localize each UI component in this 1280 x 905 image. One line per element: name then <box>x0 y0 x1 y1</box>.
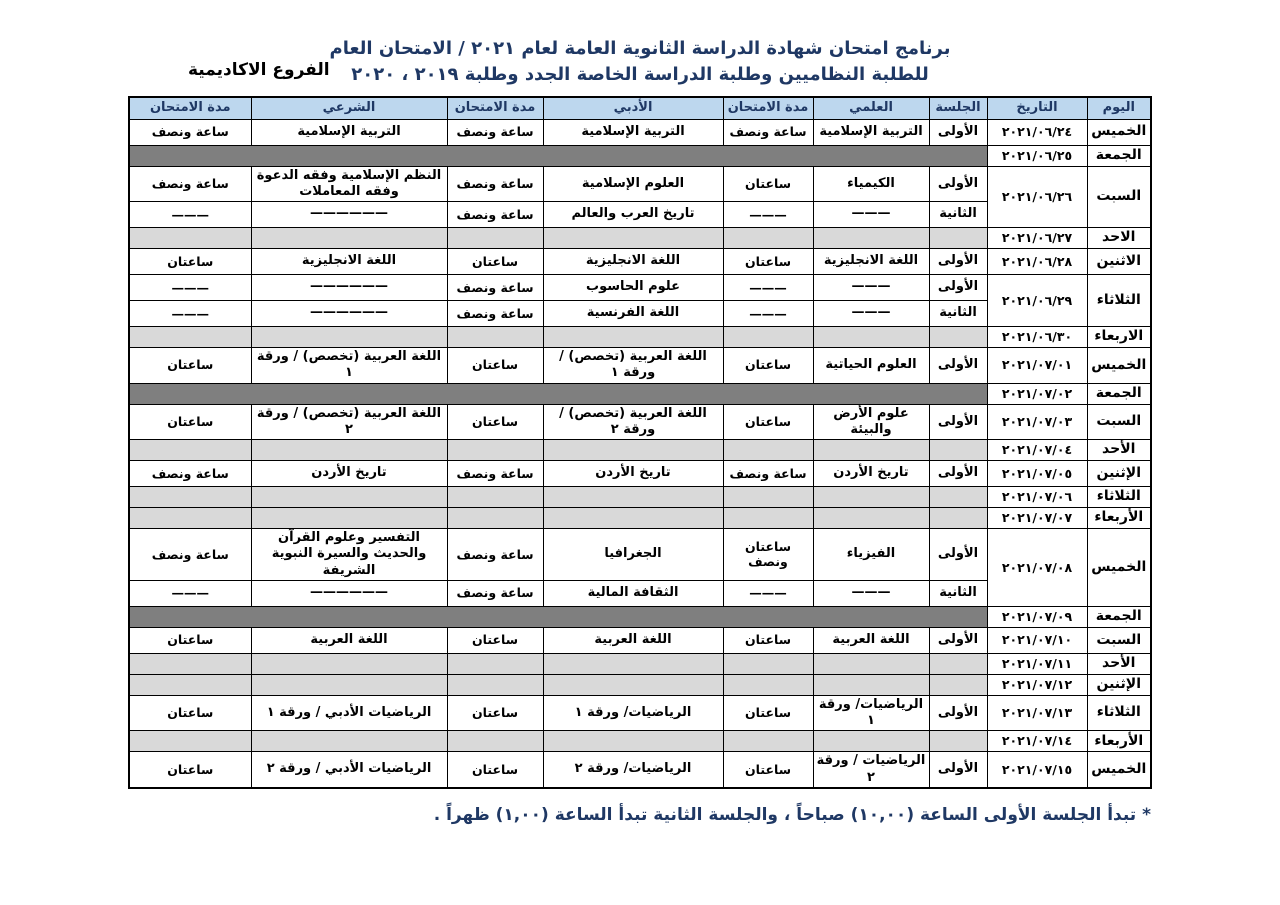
date-cell: ٢٠٢١/٠٧/٠٣ <box>987 404 1087 440</box>
literary-subject-cell: اللغة العربية (تخصص) / ورقة ٢ <box>543 404 723 440</box>
sharia-duration-cell: ——— <box>129 301 251 327</box>
scientific-duration-cell: ساعتان <box>723 627 813 653</box>
empty-cell <box>543 731 723 752</box>
empty-cell <box>129 440 251 461</box>
sharia-subject-cell: —————— <box>251 580 447 606</box>
sharia-duration-cell: ساعة ونصف <box>129 166 251 202</box>
date-cell: ٢٠٢١/٠٧/٠٥ <box>987 461 1087 487</box>
scientific-subject-cell: ——— <box>813 202 929 228</box>
sharia-duration-cell: ساعتان <box>129 348 251 384</box>
sharia-duration-cell: ——— <box>129 202 251 228</box>
day-cell: الأحد <box>1087 440 1151 461</box>
scientific-duration-cell: ساعتان <box>723 249 813 275</box>
session-cell: الثانية <box>929 580 987 606</box>
scientific-duration-cell: ——— <box>723 301 813 327</box>
scientific-duration-cell: ——— <box>723 202 813 228</box>
day-cell: الجمعة <box>1087 606 1151 627</box>
col-header-date: التاريخ <box>987 97 1087 119</box>
sharia-subject-cell: —————— <box>251 301 447 327</box>
empty-cell <box>929 327 987 348</box>
schedule-row-holiday <box>129 145 1151 166</box>
literary-subject-cell: اللغة العربية <box>543 627 723 653</box>
scientific-duration-cell: ساعة ونصف <box>723 119 813 145</box>
empty-cell <box>813 731 929 752</box>
session-cell: الأولى <box>929 461 987 487</box>
schedule-row-empty <box>129 731 1151 752</box>
sharia-duration-cell: ساعة ونصف <box>129 119 251 145</box>
header-row <box>129 97 1151 119</box>
day-cell: الثلاثاء <box>1087 695 1151 731</box>
sharia-duration-cell: ساعتان <box>129 752 251 788</box>
literary-duration-cell: ساعة ونصف <box>447 301 543 327</box>
literary-subject-cell: اللغة الفرنسية <box>543 301 723 327</box>
scientific-subject-cell: الرياضيات / ورقة ٢ <box>813 752 929 788</box>
day-cell: الأربعاء <box>1087 731 1151 752</box>
date-cell: ٢٠٢١/٠٦/٢٩ <box>987 275 1087 327</box>
literary-subject-cell: الرياضيات/ ورقة ١ <box>543 695 723 731</box>
empty-cell <box>543 508 723 529</box>
literary-subject-cell: الجغرافيا <box>543 529 723 581</box>
empty-cell <box>129 228 251 249</box>
sharia-subject-cell: التربية الإسلامية <box>251 119 447 145</box>
date-cell: ٢٠٢١/٠٧/١٤ <box>987 731 1087 752</box>
literary-subject-cell: تاريخ الأردن <box>543 461 723 487</box>
sharia-duration-cell: ساعتان <box>129 627 251 653</box>
empty-cell <box>129 674 251 695</box>
sharia-subject-cell: النظم الإسلامية وفقه الدعوة وفقه المعاملات <box>251 166 447 202</box>
literary-duration-cell: ساعتان <box>447 348 543 384</box>
scientific-subject-cell: التربية الإسلامية <box>813 119 929 145</box>
schedule-row <box>129 695 1151 731</box>
sharia-duration-cell: ساعتان <box>129 404 251 440</box>
literary-subject-cell: علوم الحاسوب <box>543 275 723 301</box>
empty-cell <box>929 440 987 461</box>
sharia-subject-cell: تاريخ الأردن <box>251 461 447 487</box>
date-cell: ٢٠٢١/٠٧/٠٢ <box>987 383 1087 404</box>
literary-duration-cell: ساعتان <box>447 752 543 788</box>
day-cell: الخميس <box>1087 529 1151 607</box>
scientific-duration-cell: ساعتان <box>723 166 813 202</box>
day-cell: الثلاثاء <box>1087 487 1151 508</box>
schedule-row <box>129 249 1151 275</box>
sharia-subject-cell: —————— <box>251 275 447 301</box>
sharia-duration-cell: ساعتان <box>129 249 251 275</box>
schedule-row-holiday <box>129 383 1151 404</box>
col-header-scientific-duration: مدة الامتحان <box>723 97 813 119</box>
scientific-subject-cell: العلوم الحياتية <box>813 348 929 384</box>
empty-cell <box>129 487 251 508</box>
empty-cell <box>813 674 929 695</box>
date-cell: ٢٠٢١/٠٧/٠٧ <box>987 508 1087 529</box>
empty-cell <box>723 487 813 508</box>
session-cell: الأولى <box>929 404 987 440</box>
col-header-literary: الأدبي <box>543 97 723 119</box>
sharia-subject-cell: —————— <box>251 202 447 228</box>
empty-cell <box>543 653 723 674</box>
day-cell: الأحد <box>1087 653 1151 674</box>
empty-cell <box>447 487 543 508</box>
session-cell: الأولى <box>929 275 987 301</box>
session-cell: الأولى <box>929 752 987 788</box>
schedule-row <box>129 404 1151 440</box>
literary-duration-cell: ساعتان <box>447 249 543 275</box>
literary-subject-cell: الرياضيات/ ورقة ٢ <box>543 752 723 788</box>
empty-cell <box>129 731 251 752</box>
empty-cell <box>447 731 543 752</box>
empty-cell <box>723 674 813 695</box>
empty-cell <box>929 674 987 695</box>
empty-cell <box>723 653 813 674</box>
empty-cell <box>447 440 543 461</box>
empty-cell <box>813 508 929 529</box>
empty-cell <box>447 674 543 695</box>
date-cell: ٢٠٢١/٠٦/٢٥ <box>987 145 1087 166</box>
session-cell: الأولى <box>929 695 987 731</box>
literary-duration-cell: ساعة ونصف <box>447 580 543 606</box>
scientific-duration-cell: ساعتان <box>723 404 813 440</box>
literary-subject-cell: اللغة العربية (تخصص) / ورقة ١ <box>543 348 723 384</box>
scientific-subject-cell: ——— <box>813 580 929 606</box>
empty-cell <box>251 440 447 461</box>
schedule-row-holiday <box>129 606 1151 627</box>
session-cell: الثانية <box>929 202 987 228</box>
scientific-subject-cell: علوم الأرض والبيئة <box>813 404 929 440</box>
empty-cell <box>251 653 447 674</box>
empty-cell <box>813 327 929 348</box>
schedule-row <box>129 166 1151 202</box>
schedule-row <box>129 119 1151 145</box>
sharia-duration-cell: ساعة ونصف <box>129 461 251 487</box>
sharia-subject-cell: الرياضيات الأدبي / ورقة ١ <box>251 695 447 731</box>
exam-schedule-table <box>128 96 1152 789</box>
session-cell: الأولى <box>929 627 987 653</box>
date-cell: ٢٠٢١/٠٦/٢٨ <box>987 249 1087 275</box>
sharia-subject-cell: الرياضيات الأدبي / ورقة ٢ <box>251 752 447 788</box>
empty-cell <box>447 228 543 249</box>
date-cell: ٢٠٢١/٠٧/١٣ <box>987 695 1087 731</box>
empty-cell <box>129 653 251 674</box>
schedule-row <box>129 627 1151 653</box>
empty-cell <box>929 228 987 249</box>
empty-cell <box>929 508 987 529</box>
date-cell: ٢٠٢١/٠٧/١١ <box>987 653 1087 674</box>
day-cell: الجمعة <box>1087 383 1151 404</box>
sharia-duration-cell: ساعتان <box>129 695 251 731</box>
session-cell: الأولى <box>929 348 987 384</box>
col-header-scientific: العلمي <box>813 97 929 119</box>
session-cell: الثانية <box>929 301 987 327</box>
empty-cell <box>251 674 447 695</box>
holiday-band <box>129 606 987 627</box>
empty-cell <box>813 228 929 249</box>
sharia-duration-cell: ——— <box>129 275 251 301</box>
empty-cell <box>251 327 447 348</box>
literary-duration-cell: ساعة ونصف <box>447 202 543 228</box>
schedule-row-empty <box>129 487 1151 508</box>
date-cell: ٢٠٢١/٠٦/٢٦ <box>987 166 1087 228</box>
date-cell: ٢٠٢١/٠٦/٢٤ <box>987 119 1087 145</box>
date-cell: ٢٠٢١/٠٦/٢٧ <box>987 228 1087 249</box>
empty-cell <box>929 487 987 508</box>
day-cell: الاربعاء <box>1087 327 1151 348</box>
literary-duration-cell: ساعتان <box>447 695 543 731</box>
scientific-duration-cell: ساعتان <box>723 348 813 384</box>
literary-duration-cell: ساعة ونصف <box>447 119 543 145</box>
empty-cell <box>723 440 813 461</box>
empty-cell <box>813 440 929 461</box>
sharia-subject-cell: اللغة العربية (تخصص) / ورقة ٢ <box>251 404 447 440</box>
date-cell: ٢٠٢١/٠٧/٠٨ <box>987 529 1087 607</box>
session-cell: الأولى <box>929 249 987 275</box>
empty-cell <box>447 327 543 348</box>
empty-cell <box>723 508 813 529</box>
day-cell: الإثنين <box>1087 461 1151 487</box>
day-cell: الخميس <box>1087 348 1151 384</box>
date-cell: ٢٠٢١/٠٧/٠٤ <box>987 440 1087 461</box>
day-cell: الخميس <box>1087 752 1151 788</box>
empty-cell <box>251 228 447 249</box>
scientific-duration-cell: ——— <box>723 275 813 301</box>
empty-cell <box>929 653 987 674</box>
schedule-row-empty <box>129 674 1151 695</box>
sharia-duration-cell: ——— <box>129 580 251 606</box>
scientific-subject-cell: تاريخ الأردن <box>813 461 929 487</box>
branch-label: الفروع الاكاديمية <box>188 60 330 80</box>
literary-subject-cell: الثقافة المالية <box>543 580 723 606</box>
literary-duration-cell: ساعة ونصف <box>447 275 543 301</box>
scientific-subject-cell: ——— <box>813 301 929 327</box>
literary-subject-cell: تاريخ العرب والعالم <box>543 202 723 228</box>
page-title-line2: للطلبة النظاميين وطلبة الدراسة الخاصة الجدد وطلبة ٢٠١٩ ، ٢٠٢٠ <box>351 64 929 85</box>
session-cell: الأولى <box>929 166 987 202</box>
day-cell: الجمعة <box>1087 145 1151 166</box>
scientific-duration-cell: ساعتان <box>723 695 813 731</box>
empty-cell <box>129 508 251 529</box>
literary-duration-cell: ساعتان <box>447 404 543 440</box>
empty-cell <box>543 440 723 461</box>
scientific-subject-cell: الرياضيات/ ورقة ١ <box>813 695 929 731</box>
empty-cell <box>447 653 543 674</box>
empty-cell <box>813 653 929 674</box>
empty-cell <box>723 228 813 249</box>
empty-cell <box>929 731 987 752</box>
day-cell: الثلاثاء <box>1087 275 1151 327</box>
schedule-row-empty <box>129 508 1151 529</box>
day-cell: الأربعاء <box>1087 508 1151 529</box>
scientific-subject-cell: اللغة العربية <box>813 627 929 653</box>
schedule-row-empty <box>129 228 1151 249</box>
scientific-duration-cell: ——— <box>723 580 813 606</box>
schedule-row <box>129 275 1151 301</box>
day-cell: الاحد <box>1087 228 1151 249</box>
empty-cell <box>543 674 723 695</box>
literary-duration-cell: ساعتان <box>447 627 543 653</box>
day-cell: السبت <box>1087 166 1151 228</box>
schedule-row-empty <box>129 653 1151 674</box>
empty-cell <box>251 487 447 508</box>
col-header-sharia: الشرعي <box>251 97 447 119</box>
schedule-row <box>129 752 1151 788</box>
col-header-literary-duration: مدة الامتحان <box>447 97 543 119</box>
scientific-subject-cell: اللغة الانجليزية <box>813 249 929 275</box>
sharia-duration-cell: ساعة ونصف <box>129 529 251 581</box>
literary-subject-cell: العلوم الإسلامية <box>543 166 723 202</box>
schedule-row-empty <box>129 327 1151 348</box>
col-header-sharia-duration: مدة الامتحان <box>129 97 251 119</box>
empty-cell <box>251 508 447 529</box>
footnote-text: * تبدأ الجلسة الأولى الساعة (١٠,٠٠) صباحاً ، والجلسة الثانية تبدأ الساعة (١,٠٠) ظهراً . <box>433 804 1151 825</box>
session-cell: الأولى <box>929 529 987 581</box>
empty-cell <box>723 327 813 348</box>
day-cell: الاثنين <box>1087 249 1151 275</box>
holiday-band <box>129 145 987 166</box>
day-cell: السبت <box>1087 404 1151 440</box>
scientific-subject-cell: الكيمياء <box>813 166 929 202</box>
empty-cell <box>543 228 723 249</box>
literary-duration-cell: ساعة ونصف <box>447 461 543 487</box>
literary-subject-cell: اللغة الانجليزية <box>543 249 723 275</box>
col-header-day: اليوم <box>1087 97 1151 119</box>
literary-duration-cell: ساعة ونصف <box>447 166 543 202</box>
scientific-subject-cell: ——— <box>813 275 929 301</box>
empty-cell <box>543 327 723 348</box>
date-cell: ٢٠٢١/٠٧/١٢ <box>987 674 1087 695</box>
literary-duration-cell: ساعة ونصف <box>447 529 543 581</box>
date-cell: ٢٠٢١/٠٧/٠٩ <box>987 606 1087 627</box>
session-cell: الأولى <box>929 119 987 145</box>
date-cell: ٢٠٢١/٠٧/١٥ <box>987 752 1087 788</box>
date-cell: ٢٠٢١/٠٧/١٠ <box>987 627 1087 653</box>
col-header-session: الجلسة <box>929 97 987 119</box>
empty-cell <box>251 731 447 752</box>
holiday-band <box>129 383 987 404</box>
page-title-line1: برنامج امتحان شهادة الدراسة الثانوية العامة لعام ٢٠٢١ / الامتحان العام <box>329 38 951 59</box>
schedule-row <box>129 461 1151 487</box>
scientific-duration-cell: ساعتان <box>723 752 813 788</box>
sharia-subject-cell: اللغة الانجليزية <box>251 249 447 275</box>
schedule-row <box>129 348 1151 384</box>
date-cell: ٢٠٢١/٠٧/٠١ <box>987 348 1087 384</box>
empty-cell <box>813 487 929 508</box>
scientific-subject-cell: الفيزياء <box>813 529 929 581</box>
empty-cell <box>543 487 723 508</box>
schedule-row-empty <box>129 440 1151 461</box>
scientific-duration-cell: ساعة ونصف <box>723 461 813 487</box>
literary-subject-cell: التربية الإسلامية <box>543 119 723 145</box>
day-cell: الخميس <box>1087 119 1151 145</box>
day-cell: الإثنين <box>1087 674 1151 695</box>
sharia-subject-cell: اللغة العربية (تخصص) / ورقة ١ <box>251 348 447 384</box>
schedule-row <box>129 529 1151 581</box>
sharia-subject-cell: التفسير وعلوم القرآن والحديث والسيرة النبوية الشريفة <box>251 529 447 581</box>
date-cell: ٢٠٢١/٠٧/٠٦ <box>987 487 1087 508</box>
empty-cell <box>723 731 813 752</box>
sharia-subject-cell: اللغة العربية <box>251 627 447 653</box>
day-cell: السبت <box>1087 627 1151 653</box>
empty-cell <box>447 508 543 529</box>
empty-cell <box>129 327 251 348</box>
scientific-duration-cell: ساعتان ونصف <box>723 529 813 581</box>
date-cell: ٢٠٢١/٠٦/٣٠ <box>987 327 1087 348</box>
